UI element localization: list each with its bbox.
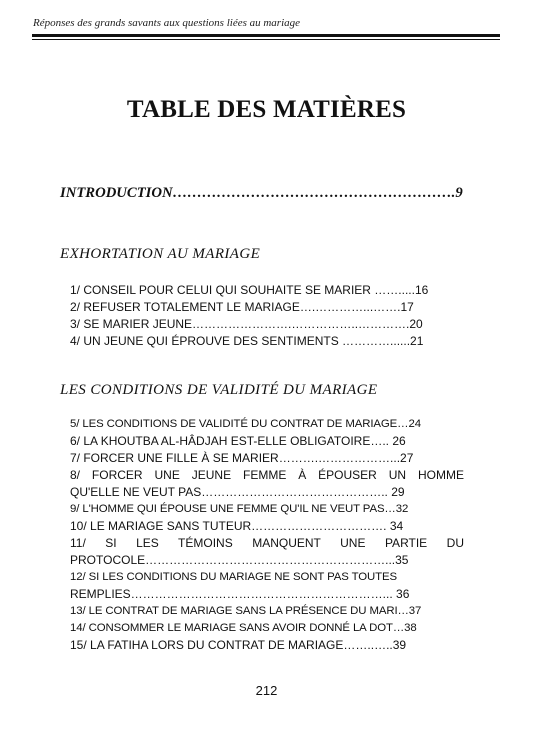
running-header: Réponses des grands savants aux questions liées au mariage — [33, 17, 301, 29]
toc-entry[interactable]: 8/ FORCER UNE JEUNE FEMME À ÉPOUSER UN HOMME — [70, 468, 464, 482]
toc-entry[interactable]: 12/ SI LES CONDITIONS DU MARIAGE NE SONT PAS TOUTES — [70, 571, 397, 583]
toc-entry[interactable]: PROTOCOLE……………………………………………………...35 — [70, 553, 409, 567]
toc-introduction[interactable]: INTRODUCTION………………………………………………….9 — [60, 185, 463, 201]
header-rule-thick — [32, 34, 500, 37]
toc-entry[interactable]: 10/ LE MARIAGE SANS TUTEUR……………………………. 34 — [70, 519, 404, 533]
section-heading-exhortation: EXHORTATION AU MARIAGE — [60, 246, 261, 262]
toc-entry[interactable]: 2/ REFUSER TOTALEMENT LE MARIAGE….…………...…….17 — [70, 300, 414, 314]
page-number: 212 — [255, 683, 278, 698]
header-rule-thin — [32, 39, 500, 40]
toc-entry[interactable]: QU'ELLE NE VEUT PAS……………………………………….. 29 — [70, 485, 405, 499]
toc-entry[interactable]: 11/ SI LES TÉMOINS MANQUENT UNE PARTIE DU — [70, 536, 464, 550]
toc-entry[interactable]: 15/ LA FATIHA LORS DU CONTRAT DE MARIAGE……..…..39 — [70, 638, 407, 652]
toc-entry[interactable]: 14/ CONSOMMER LE MARIAGE SANS AVOIR DONNÉ LA DOT…38 — [70, 622, 417, 634]
toc-list-exhortation — [70, 282, 464, 350]
toc-entry[interactable]: 13/ LE CONTRAT DE MARIAGE SANS LA PRÉSENCE DU MARI…37 — [70, 605, 422, 617]
section-heading-conditions: LES CONDITIONS DE VALIDITÉ DU MARIAGE — [60, 382, 378, 398]
toc-entry[interactable]: 1/ CONSEIL POUR CELUI QUI SOUHAITE SE MARIER …….....16 — [70, 283, 429, 297]
toc-entry[interactable]: 6/ LA KHOUTBA AL-HÂDJAH EST-ELLE OBLIGATOIRE….. 26 — [70, 434, 406, 448]
toc-list-conditions — [70, 416, 464, 654]
toc-entry[interactable]: 9/ L'HOMME QUI ÉPOUSE UNE FEMME QU'IL NE VEUT PAS…32 — [70, 503, 409, 515]
toc-entry[interactable]: REMPLIES………………………………………………………... 36 — [70, 587, 410, 601]
toc-entry[interactable]: 7/ FORCER UNE FILLE À SE MARIER……….………………...27 — [70, 451, 414, 465]
toc-entry[interactable]: 4/ UN JEUNE QUI ÉPROUVE DES SENTIMENTS …………......21 — [70, 334, 424, 348]
page-title: TABLE DES MATIÈRES — [126, 96, 407, 123]
toc-entry[interactable]: 3/ SE MARIER JEUNE…………………….……………..………….20 — [70, 317, 423, 331]
toc-entry[interactable]: 5/ LES CONDITIONS DE VALIDITÉ DU CONTRAT DE MARIAGE…24 — [70, 418, 421, 430]
